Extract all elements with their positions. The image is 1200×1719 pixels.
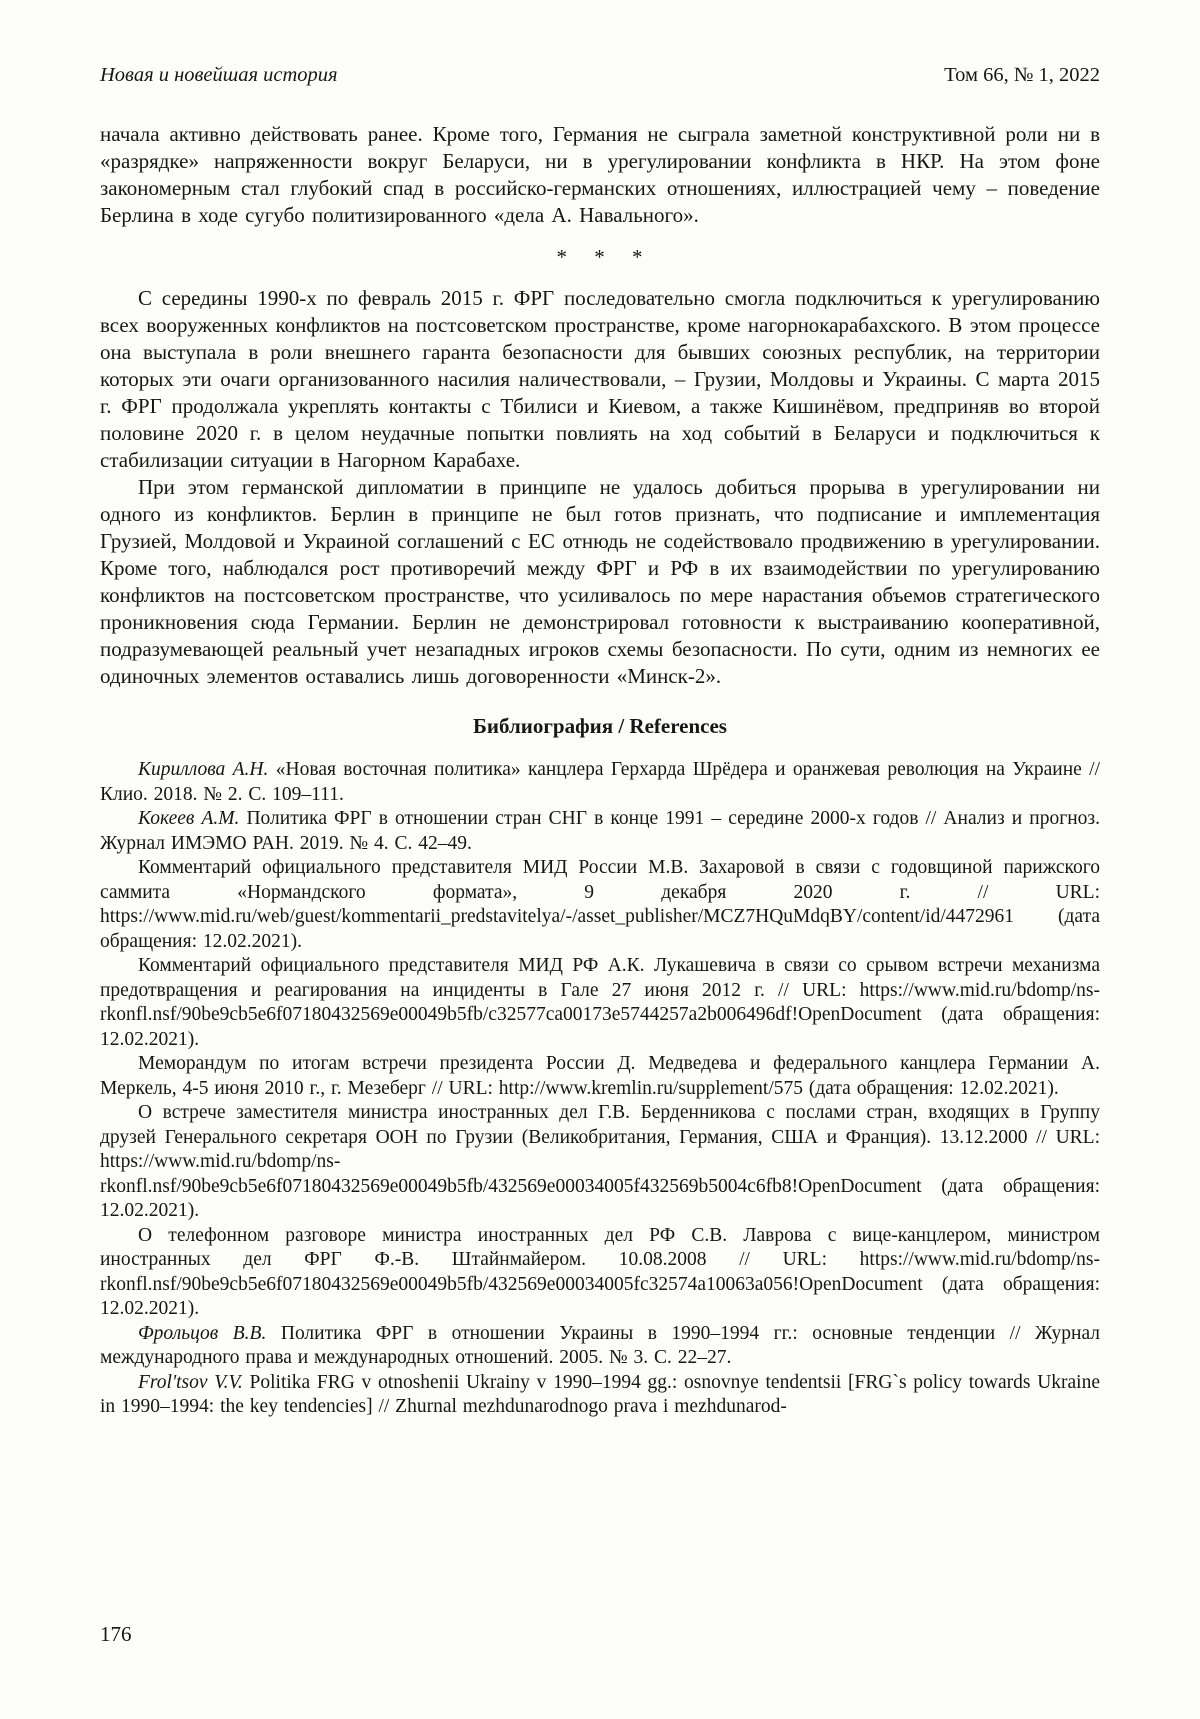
journal-title: Новая и новейшая история xyxy=(100,64,338,86)
entry-text: Политика ФРГ в отношении Украины в 1990–1994 гг.: основные тенденции // Журнал международного права и международных отношений. 2005. № 3. С. 22–27. xyxy=(100,1322,1101,1368)
bibliography-entry xyxy=(100,758,1100,807)
bibliography-entry xyxy=(100,1224,1100,1322)
entry-text: Политика ФРГ в отношении стран СНГ в конце 1991 – середине 2000-х годов // Анализ и прогноз. Журнал ИМЭМО РАН. 2019. № 4. С. 42–49. xyxy=(100,808,1100,854)
page-header xyxy=(100,64,1100,87)
entry-text: Меморандум по итогам встречи президента России Д. Медведева и федерального канцлера Германии А. Меркель, 4-5 июня 2010 г., г. Мезеберг // URL: http://www.kremlin.ru/supplement/575 (дата обращения: 12.02.2021). xyxy=(100,1053,1100,1099)
entry-text: «Новая восточная политика» канцлера Герхарда Шрёдера и оранжевая революция на Украине // Клио. 2018. № 2. С. 109–111. xyxy=(100,759,1100,805)
page-content xyxy=(100,64,1100,1420)
entry-text: Комментарий официального представителя МИД России М.В. Захаровой в связи с годовщиной парижского саммита «Нормандского формата», 9 декабря 2020 г. // URL: https://www.mid.ru/web/guest/kommentarii_predstavitelya/-/asset_publisher/MCZ7HQuMdqBY/content/id/4472961 (дата обращения: 12.02.2021). xyxy=(100,857,1100,952)
issue-info: Том 66, № 1, 2022 xyxy=(944,64,1100,86)
entry-author: Фрольцов В.В. xyxy=(138,1322,267,1344)
bibliography-entry xyxy=(100,954,1100,1052)
paragraph: При этом германской дипломатии в принципе не удалось добиться прорыва в урегулировании ни одного из конфликтов. Берлин в принципе не был готов признать, что подписание и имплементация Грузией, Молдовой и Украиной соглашений с ЕС отнюдь не содействовало продвижению в урегулировании. Кроме того, наблюдался рост противоречий между ФРГ и РФ в их взаимодействии по урегулированию конфликтов на постсоветском пространстве, что усиливалось по мере нарастания объемов стратегического проникновения сюда Германии. Берлин не демонстрировал готовности к выстраиванию кооперативной, подразумевающей реальный учет незападных игроков схемы безопасности. По сути, одним из немногих ее одиночных элементов оставались лишь договоренности «Минск-2». xyxy=(100,475,1100,688)
bibliography-entry xyxy=(100,1052,1100,1101)
bibliography-entry xyxy=(100,856,1100,954)
bibliography-heading: Библиография / References xyxy=(473,714,727,738)
entry-text: О телефонном разговоре министра иностранных дел РФ С.В. Лаврова с вице-канцлером, министром иностранных дел ФРГ Ф.-В. Штайнмайером. 10.08.2008 // URL: https://www.mid.ru/bdomp/ns-rkonfl.nsf/90be9cb5e6f07180432569e00049b5fb/432569e00034005fc32574a10063a056!OpenDocument (дата обращения: 12.02.2021). xyxy=(100,1224,1100,1319)
bibliography-entry xyxy=(100,1322,1100,1371)
entry-author: Кокеев А.М. xyxy=(138,808,240,829)
bibliography-entry xyxy=(100,807,1100,856)
entry-text: О встрече заместителя министра иностранных дел Г.В. Берденникова с послами стран, входящих в Группу друзей Генерального секретаря ООН по Грузии (Великобритания, Германия, США и Франция). 13.12.2000 // URL: https://www.mid.ru/bdomp/ns-rkonfl.nsf/90be9cb5e6f07180432569e00049b5fb/432569e00034005f432569b5004c6fb8!OpenDocument (дата обращения: 12.02.2021). xyxy=(100,1102,1100,1221)
section-separator: * * * xyxy=(556,245,644,269)
bibliography-entry xyxy=(100,1371,1100,1420)
entry-text: Politika FRG v otnoshenii Ukrainy v 1990–1994 gg.: osnovnye tendentsii [FRG`s policy towards Ukraine in 1990–1994: the key tendencies] // Zhurnal mezhdunarodnogo prava i mezhdunarod- xyxy=(100,1371,1100,1417)
entry-text: Комментарий официального представителя МИД РФ А.К. Лукашевича в связи со срывом встречи механизма предотвращения и реагирования на инциденты в Гале 27 июня 2012 г. // URL: https://www.mid.ru/bdomp/ns-rkonfl.nsf/90be9cb5e6f07180432569e00049b5fb/c32577ca00173e5744257a2b006496df!OpenDocument (дата обращения: 12.02.2021). xyxy=(100,955,1100,1050)
page-number: 176 xyxy=(100,1622,132,1646)
bibliography-entry xyxy=(100,1101,1100,1224)
paragraph: начала активно действовать ранее. Кроме того, Германия не сыграла заметной конструктивной роли ни в «разрядке» напряженности вокруг Беларуси, ни в урегулировании конфликта в НКР. На этом фоне закономерным стал глубокий спад в российско-германских отношениях, иллюстрацией чему – поведение Берлина в ходе сугубо политизированного «дела А. Навального». xyxy=(100,122,1100,227)
entry-author: Frol'tsov V.V. xyxy=(138,1371,243,1393)
entry-author: Кириллова А.Н. xyxy=(138,759,269,780)
paragraph: С середины 1990-х по февраль 2015 г. ФРГ последовательно смогла подключиться к урегулированию всех вооруженных конфликтов на постсоветском пространстве, кроме нагорнокарабахского. В этом процессе она выступала в роли внешнего гаранта безопасности для бывших союзных республик, на территории которых эти очаги организованного насилия наличествовали, – Грузии, Молдовы и Украины. С марта 2015 г. ФРГ продолжала укреплять контакты с Тбилиси и Киевом, а также Кишинёвом, предприняв во второй половине 2020 г. в целом неудачные попытки повлиять на ход событий в Беларуси и подключиться к стабилизации ситуации в Нагорном Карабахе. xyxy=(100,286,1100,472)
